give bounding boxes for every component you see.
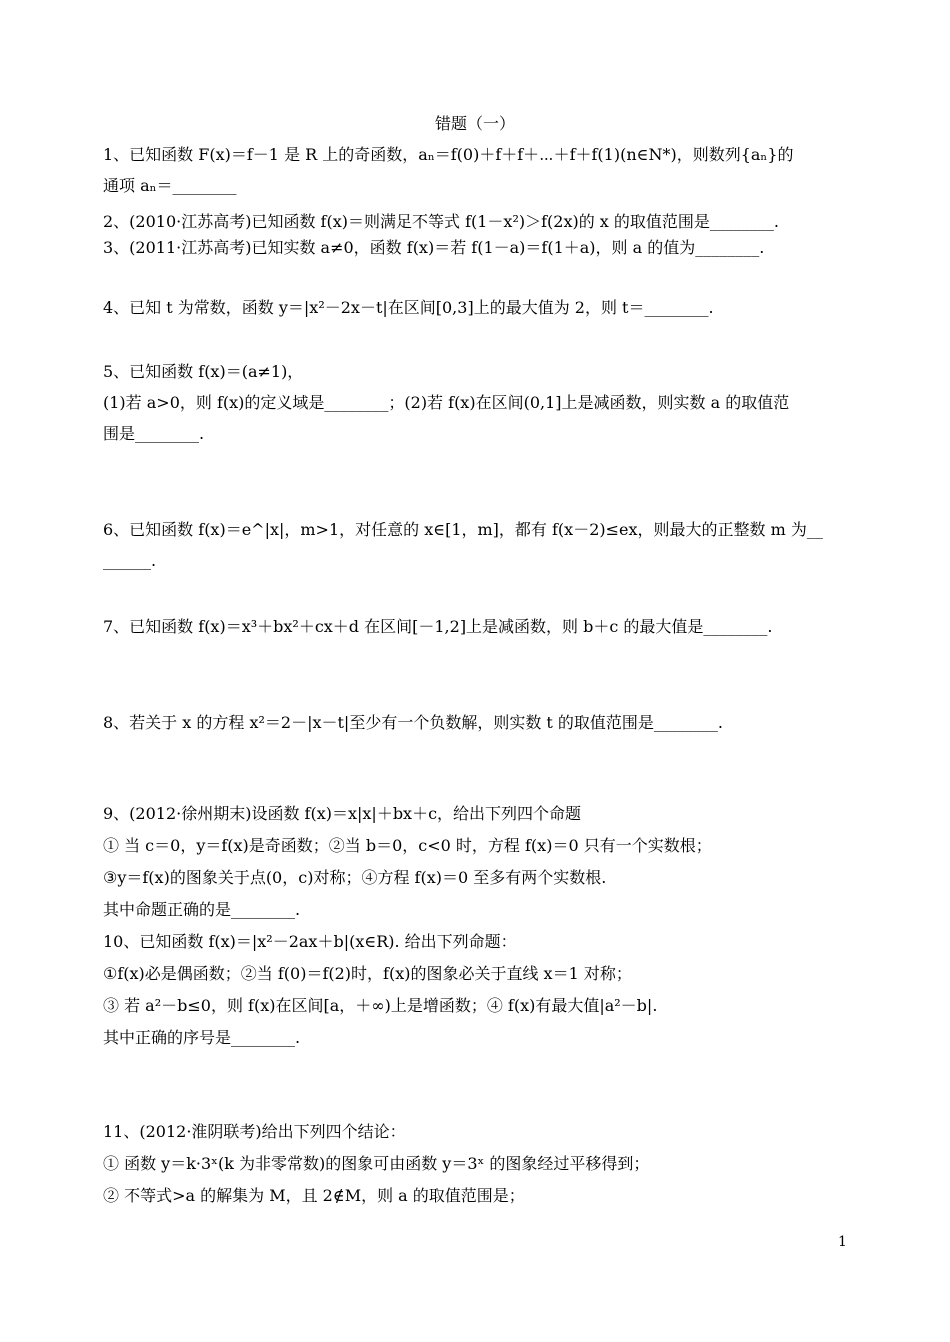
q9-line4: 其中命题正确的是________.	[103, 900, 301, 919]
q9-line2: ① 当 c＝0，y＝f(x)是奇函数；②当 b＝0，c<0 时，方程 f(x)＝0 只有一个实数根；	[103, 836, 712, 855]
q6-line1: 6、已知函数 f(x)＝e^|x|，m>1，对任意的 x∈[1，m]，都有 f(x－2)≤ex，则最大的正整数 m 为__	[103, 520, 823, 539]
q10-line1: 10、已知函数 f(x)＝|x²－2ax＋b|(x∈R). 给出下列命题：	[103, 932, 517, 951]
q5-line3: 围是________.	[103, 424, 205, 443]
page-title: 错题（一）	[434, 114, 515, 133]
q3-line: 3、(2011·江苏高考)已知实数 a≠0，函数 f(x)＝若 f(1－a)＝f(1＋a)，则 a 的值为________.	[103, 238, 765, 257]
q6-line2: ______.	[103, 551, 157, 570]
q1-line1: 1、已知函数 F(x)＝f－1 是 R 上的奇函数，aₙ＝f(0)＋f＋f＋⋯＋f＋f(1)(n∈N*)，则数列{aₙ}的	[103, 145, 794, 164]
q11-line3: ② 不等式>a 的解集为 M，且 2∉M，则 a 的取值范围是；	[103, 1186, 525, 1205]
page-number: 1	[838, 1234, 847, 1250]
q9-line1: 9、(2012·徐州期末)设函数 f(x)＝x|x|＋bx＋c，给出下列四个命题	[103, 804, 582, 823]
q10-line2: ①f(x)必是偶函数；②当 f(0)＝f(2)时，f(x)的图象必关于直线 x＝1 对称；	[103, 964, 632, 983]
q5-line1: 5、已知函数 f(x)＝(a≠1)，	[103, 362, 304, 381]
q1-line2: 通项 aₙ＝________	[103, 176, 237, 195]
q10-line3: ③ 若 a²－b≤0，则 f(x)在区间[a，＋∞)上是增函数；④ f(x)有最大值|a²－b|.	[103, 996, 658, 1015]
q8-line: 8、若关于 x 的方程 x²＝2－|x－t|至少有一个负数解，则实数 t 的取值范围是________.	[103, 713, 724, 732]
q2-line: 2、(2010·江苏高考)已知函数 f(x)＝则满足不等式 f(1－x²)＞f(2x)的 x 的取值范围是________.	[103, 212, 779, 231]
q10-line4: 其中正确的序号是________.	[103, 1028, 301, 1047]
q4-line: 4、已知 t 为常数，函数 y＝|x²－2x－t|在区间[0,3]上的最大值为 2，则 t＝________.	[103, 298, 714, 317]
q5-line2: (1)若 a>0，则 f(x)的定义域是________；(2)若 f(x)在区间(0,1]上是减函数，则实数 a 的取值范	[103, 393, 790, 412]
q7-line: 7、已知函数 f(x)＝x³＋bx²＋cx＋d 在区间[－1,2]上是减函数，则 b＋c 的最大值是________.	[103, 617, 773, 636]
q9-line3: ③y＝f(x)的图象关于点(0，c)对称；④方程 f(x)＝0 至多有两个实数根.	[103, 868, 607, 887]
q11-line2: ① 函数 y＝k·3ˣ(k 为非零常数)的图象可由函数 y＝3ˣ 的图象经过平移得到；	[103, 1154, 650, 1173]
q11-line1: 11、(2012·淮阴联考)给出下列四个结论：	[103, 1122, 406, 1141]
